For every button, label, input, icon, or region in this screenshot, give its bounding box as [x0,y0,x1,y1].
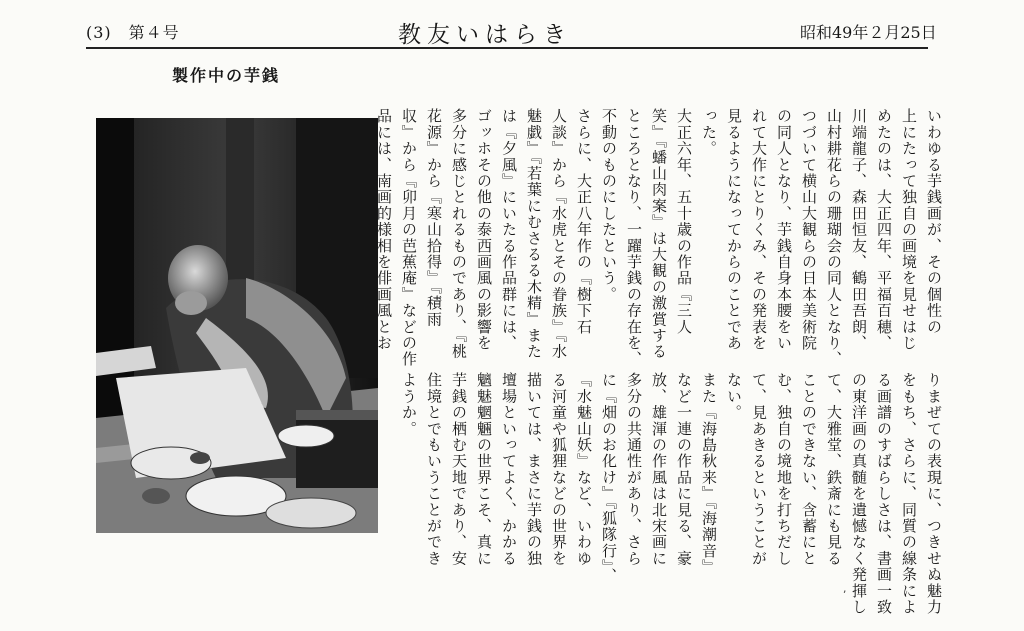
article-column-upper: いわゆる芋銭画が、その個性の 上にたって独自の画境を見せはじ めたのは、大正四年、平福百穂、 川端龍子、森田恒友、鶴田吾朗、 山村耕花らの珊瑚会の同人となり、 つづいて横山大観らの日本美術院 の同人となり、芋銭自身本腰をい れて大作にとりくみ、その発表を 見るようになってからのことであ った。 大正六年、五十歳の作品『三人 笑』『蟠山肉案』は大観の激賞する ところとなり、一躍芋銭の存在を、 不動のものにしたという。 さらに、大正八年作の『樹下石 人談』から『水虎とその眷族』『水 魅戯』『若葉にむさるる木精』また は『夕風』にいたる作品群には、 ゴッホその他の泰西画風の影響を 多分に感じとれるものであり、『桃 花源』から『寒山拾得』『積雨 収』から『卯月の芭蕉庵』などの作 品には、南画的様相を俳画風とお [375,108,943,368]
newspaper-title: 教友いはらき [398,22,572,48]
artist-photo [96,118,378,533]
issue-number: (3) 第４号 [86,23,180,42]
photo-caption: 製作中の芋銭 [172,66,281,85]
header-rule [86,47,928,49]
article-column-lower: りまぜての表現に、つきせぬ魅力 をもち、さらに、同質の線条によ る画譜のすばらしさは、書画一致 の東洋画の真髄を遺憾なく発揮し て、大雅堂、鉄斎にも見る ことのできない、含蓄にと む、独自の境地を打ちだし て、見あきるということが ない。 また『海島秋来』『海潮音』 など一連の作品に見る、豪 放、雄渾の作風は北宋画に 多分の共通性があり、さら に『畑のお化け』『狐隊行』、 『水魅山妖』など、いわゆ る河童や狐狸などの世界を 描いては、まさに芋銭の独 壇場といってよく、かかる 魑魅魍魎の世界こそ、真に 芋銭の栖む天地であり、安 住境とでもいうことができ ようか。 [400,372,943,615]
stray-mark: ’ [843,590,847,601]
issue-date: 昭和49年２月25日 [800,23,937,42]
